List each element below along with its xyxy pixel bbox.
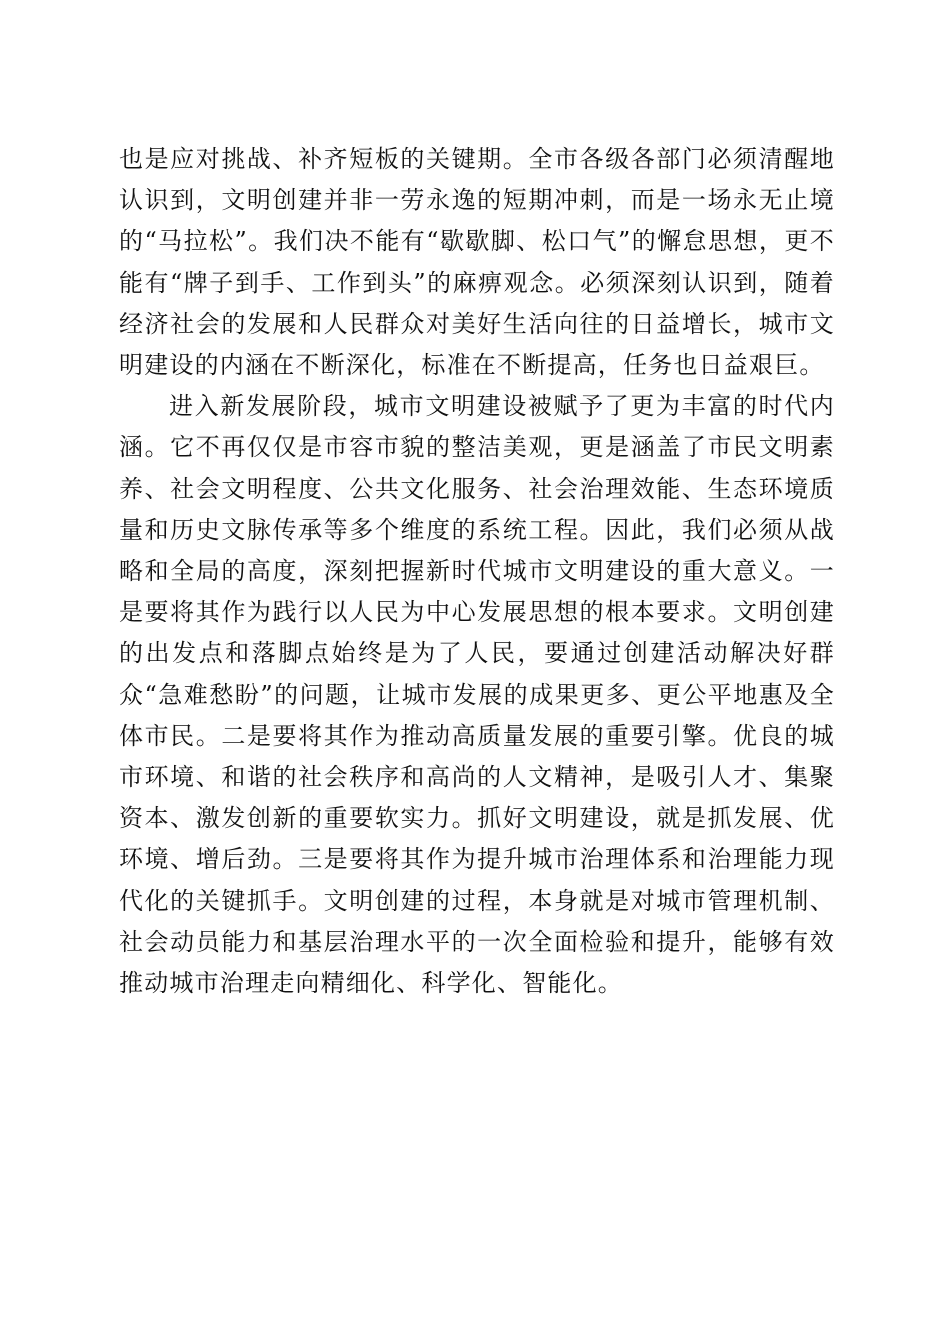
paragraph-new-stage: 进入新发展阶段，城市文明建设被赋予了更为丰富的时代内涵。它不再仅仅是市容市貌的整洁美观，更是涵盖了市民文明素养、社会文明程度、公共文化服务、社会治理效能、生态环境质量和历史文脉传承等多个维度的系统工程。因此，我们必须从战略和全局的高度，深刻把握新时代城市文明建设的重大意义。一是要将其作为践行以人民为中心发展思想的根本要求。文明创建的出发点和落脚点始终是为了人民，要通过创建活动解决好群众“急难愁盼”的问题，让城市发展的成果更多、更公平地惠及全体市民。二是要将其作为推动高质量发展的重要引擎。优良的城市环境、和谐的社会秩序和高尚的人文精神，是吸引人才、集聚资本、激发创新的重要软实力。抓好文明建设，就是抓发展、优环境、增后劲。三是要将其作为提升城市治理体系和治理能力现代化的关键抓手。文明创建的过程，本身就是对城市管理机制、社会动员能力和基层治理水平的一次全面检验和提升，能够有效推动城市治理走向精细化、科学化、智能化。 [119,392,835,998]
paragraph-continuation: 也是应对挑战、补齐短板的关键期。全市各级各部门必须清醒地认识到，文明创建并非一劳永逸的短期冲刺，而是一场永无止境的“马拉松”。我们决不能有“歇歇脚、松口气”的懈怠思想，更不能有“牌子到手、工作到头”的麻痹观念。必须深刻认识到，随着经济社会的发展和人民群众对美好生活向往的日益增长，城市文明建设的内涵在不断深化，标准在不断提高，任务也日益艰巨。 [119,145,835,380]
document-body [119,139,835,1004]
